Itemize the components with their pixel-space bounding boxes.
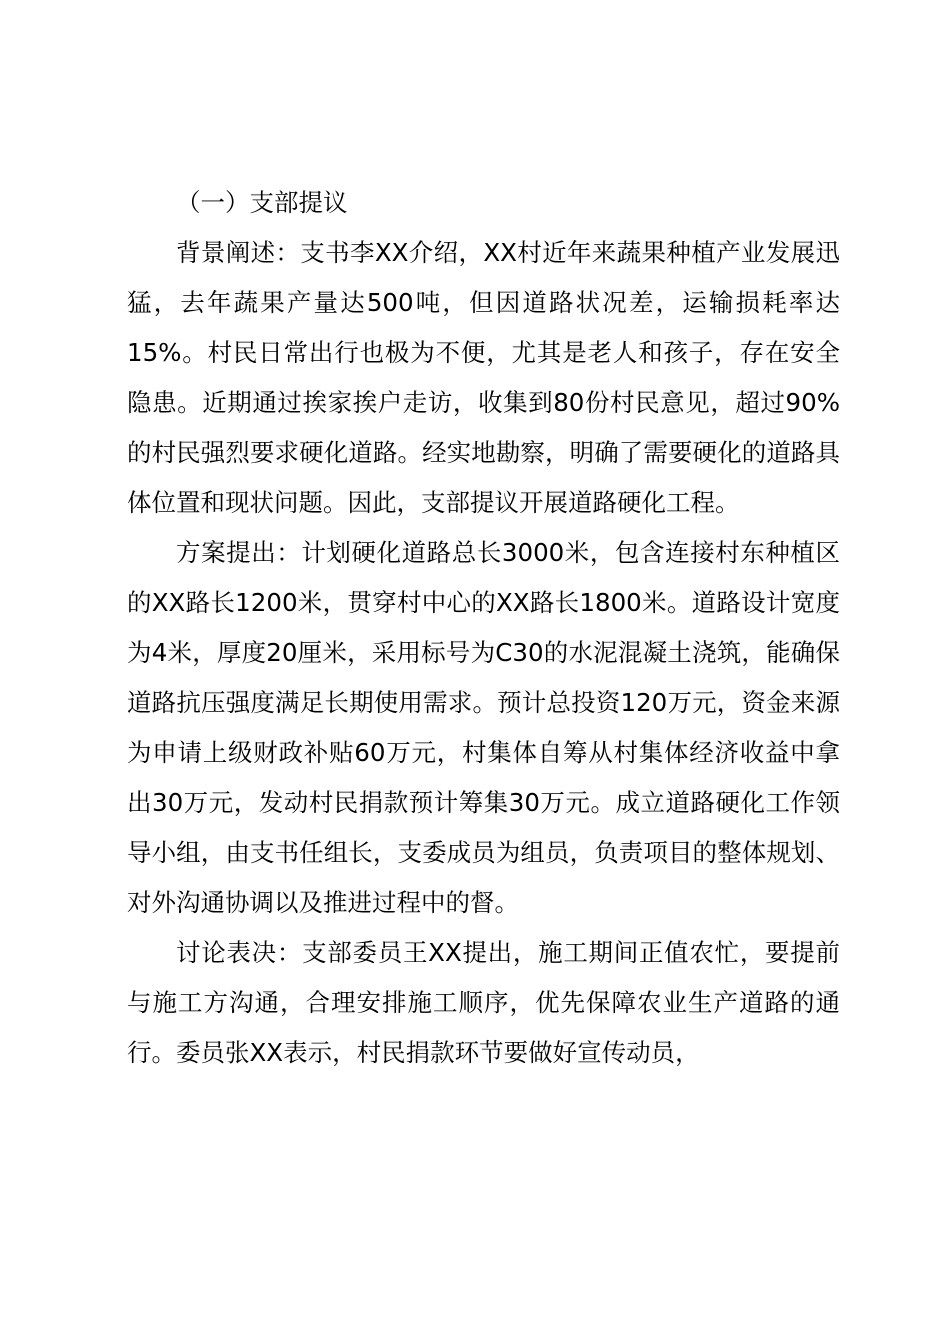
- document-body: [127, 178, 840, 1078]
- paragraph-proposal: 方案提出：计划硬化道路总长3000米，包含连接村东种植区的XX路长1200米，贯穿村中心的XX路长1800米。道路设计宽度为4米，厚度20厘米，采用标号为C30的水泥混凝土浇筑，能确保道路抗压强度满足长期使用需求。预计总投资120万元，资金来源为申请上级财政补贴60万元，村集体自筹从村集体经济收益中拿出30万元，发动村民捐款预计筹集30万元。成立道路硬化工作领导小组，由支书任组长，支委成员为组员，负责项目的整体规划、对外沟通协调以及推进过程中的督。: [127, 538, 840, 917]
- section-heading: （一）支部提议: [176, 188, 348, 217]
- paragraph-discussion: 讨论表决：支部委员王XX提出，施工期间正值农忙，要提前与施工方沟通，合理安排施工顺序，优先保障农业生产道路的通行。委员张XX表示，村民捐款环节要做好宣传动员，: [127, 938, 840, 1067]
- paragraph-background: 背景阐述：支书李XX介绍，XX村近年来蔬果种植产业发展迅猛，去年蔬果产量达500吨，但因道路状况差，运输损耗率达15%。村民日常出行也极为不便，尤其是老人和孩子，存在安全隐患。近期通过挨家挨户走访，收集到80份村民意见，超过90%的村民强烈要求硬化道路。经实地勘察，明确了需要硬化的道路具体位置和现状问题。因此，支部提议开展道路硬化工程。: [127, 238, 840, 517]
